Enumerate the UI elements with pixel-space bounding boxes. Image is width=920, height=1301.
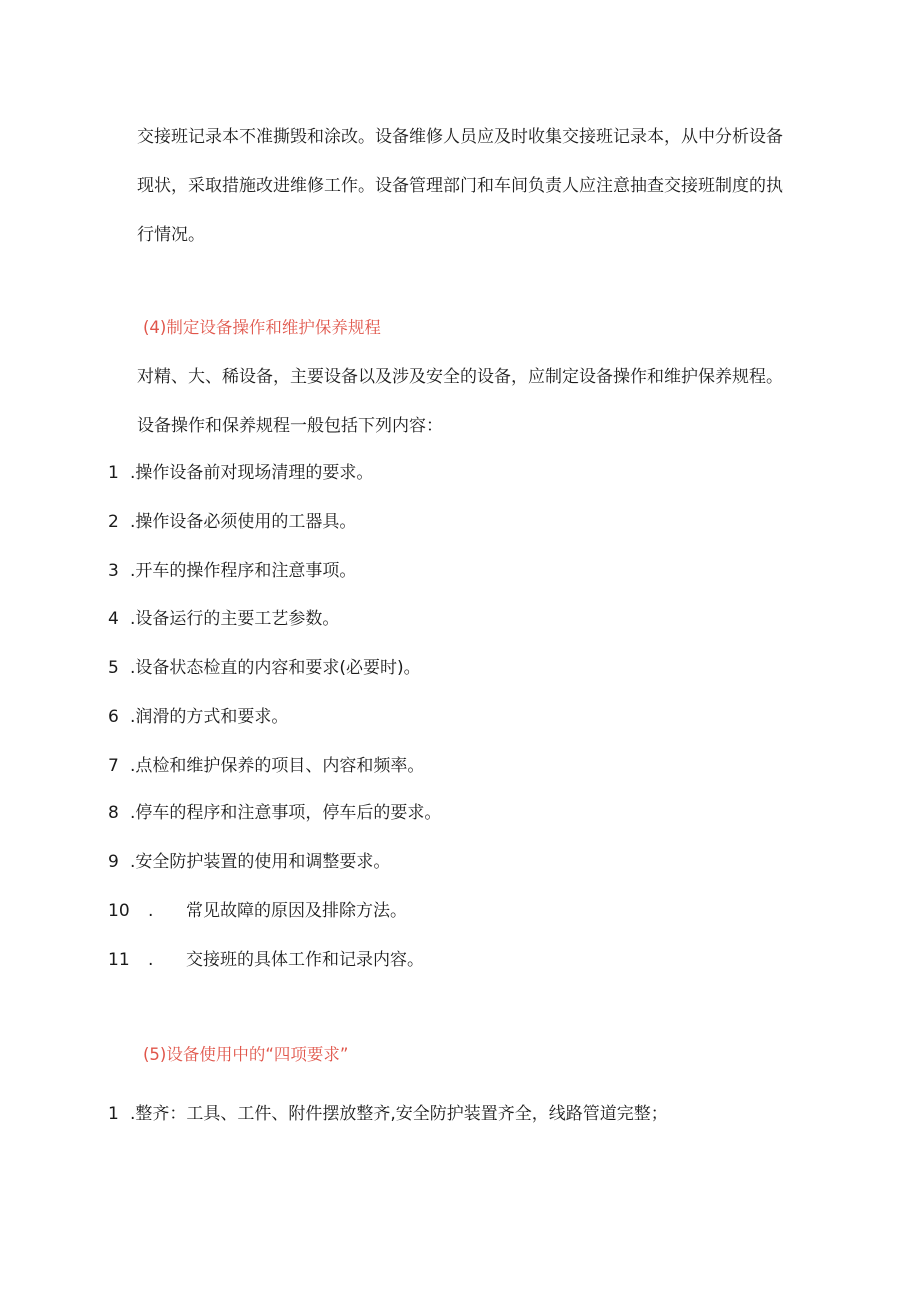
list-item-number: 3 [108,561,119,581]
list-item-text: .安全防护装置的使用和调整要求。 [130,852,391,872]
list-item [108,463,373,483]
list-item [108,803,441,823]
intro-paragraph-line-3: 行情况。 [137,225,205,245]
list-item [108,852,390,872]
list-item-text: .润滑的方式和要求。 [130,707,289,727]
list-item [108,561,356,581]
intro-paragraph-line-2: 现状，采取措施改进维修工作。设备管理部门和车间负责人应注意抽查交接班制度的执 [137,176,783,196]
list-item [108,609,339,629]
list-item-text: .设备运行的主要工艺参数。 [130,609,340,629]
list-item-text: 常见故障的原因及排除方法。 [186,901,407,921]
section-4-paragraph-2: 设备操作和保养规程一般包括下列内容： [137,416,443,436]
list-item-text: .操作设备前对现场清理的要求。 [130,463,374,483]
list-item-dot: . [148,950,154,970]
list-item-number: 1 [108,463,119,483]
list-item-number: 2 [108,512,119,532]
section-4-paragraph-1: 对精、大、稀设备，主要设备以及涉及安全的设备，应制定设备操作和维护保养规程。 [137,367,783,387]
section-5-heading: (5)设备使用中的“四项要求” [143,1045,349,1064]
list-item [108,901,407,921]
list-item-text: .开车的操作程序和注意事项。 [130,561,357,581]
list-item-number: 5 [108,658,119,678]
section-4-heading: (4)制定设备操作和维护保养规程 [143,318,381,337]
list-item-number: 7 [108,756,119,776]
list-item-text: 交接班的具体工作和记录内容。 [186,950,424,970]
list-item [108,1104,668,1124]
list-item [108,756,424,776]
list-item-text: .停车的程序和注意事项，停车后的要求。 [130,803,442,823]
list-item-text: .设备状态检直的内容和要求(必要时)。 [130,658,421,678]
list-item [108,658,421,678]
list-item-number: 11 [108,950,130,970]
list-item-number: 1 [108,1104,119,1124]
list-item-text: .整齐：工具、工件、附件摆放整齐,安全防护装置齐全，线路管道完整； [130,1104,668,1124]
list-item-number: 9 [108,852,119,872]
list-item [108,707,288,727]
list-item-text: .操作设备必须使用的工器具。 [130,512,357,532]
list-item [108,950,424,970]
list-item-dot: . [148,901,154,921]
list-item-number: 8 [108,803,119,823]
list-item-text: .点检和维护保养的项目、内容和频率。 [130,756,425,776]
list-item-number: 6 [108,707,119,727]
list-item-number: 10 [108,901,130,921]
list-item [108,512,356,532]
list-item-number: 4 [108,609,119,629]
intro-paragraph-line-1: 交接班记录本不准撕毁和涂改。设备维修人员应及时收集交接班记录本，从中分析设备 [137,127,783,147]
